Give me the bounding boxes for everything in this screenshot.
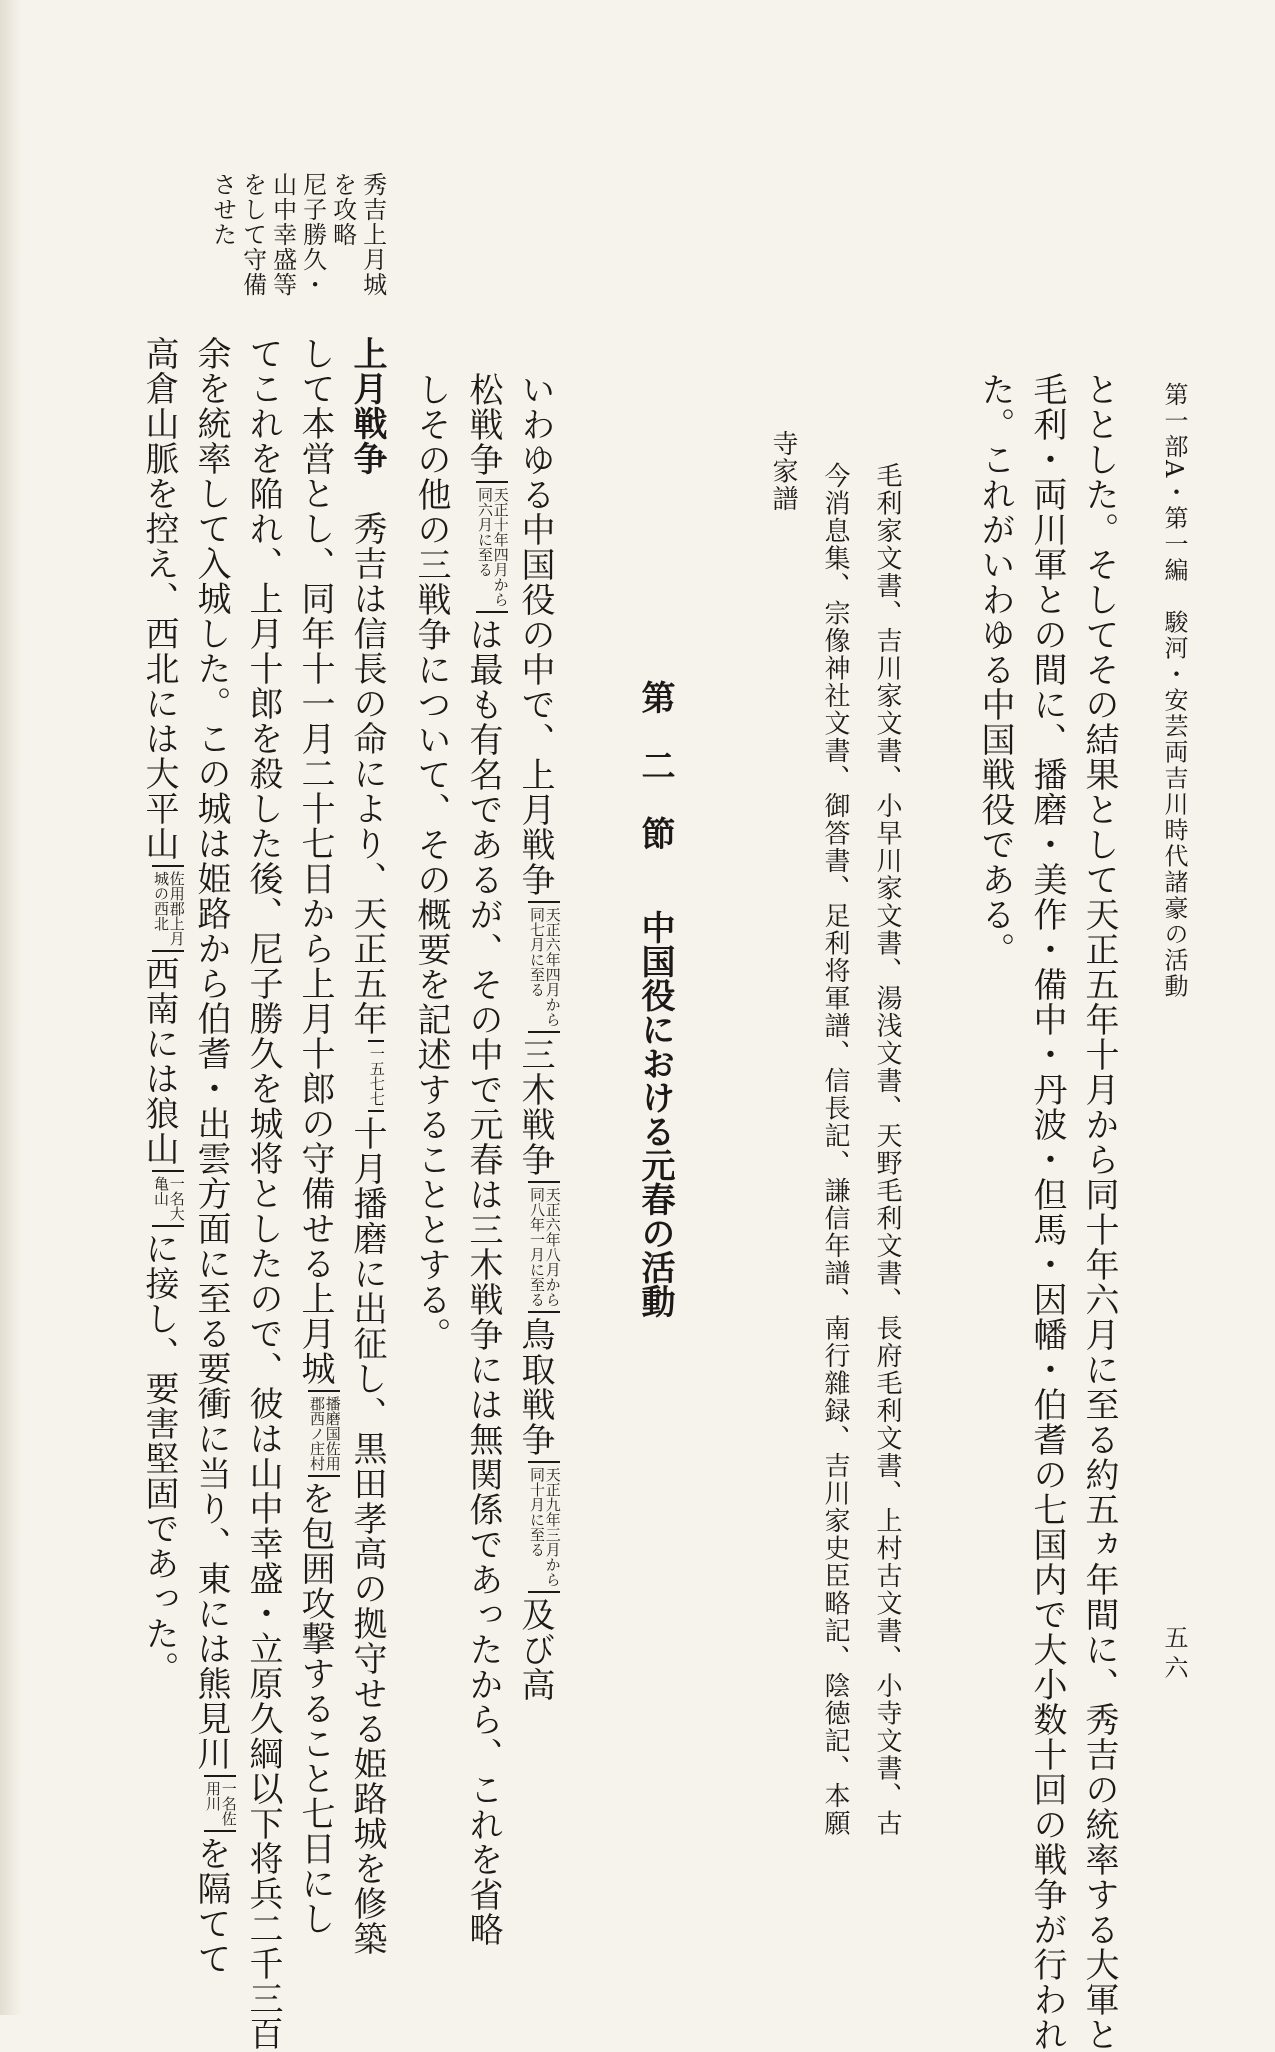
text-run: 西南には狼山 bbox=[139, 956, 179, 1166]
year-note: 一五七七 bbox=[368, 1040, 384, 1112]
paragraph-3-line-2 bbox=[295, 336, 342, 1936]
margin-note-line: をして守備 bbox=[238, 172, 267, 297]
page-binding-edge bbox=[0, 0, 22, 2015]
paragraph-1-line-2: 毛利・両川軍との間に、播磨・美作・備中・丹波・但馬・因幡・伯耆の七国内で大小数十回の戦争が行われ bbox=[1027, 372, 1067, 2052]
text-run: して本営とし、同年十一月二十七日から上月十郎の守備せる上月城 bbox=[295, 336, 335, 1386]
section-title: 中国役における元春の活動 bbox=[635, 910, 675, 1318]
text-run: いわゆる中国役の中で、上月戦争 bbox=[515, 372, 555, 897]
text-run: を包囲攻撃すること七日にし bbox=[295, 1481, 335, 1936]
paragraph-3-line-5 bbox=[139, 336, 186, 1686]
text-run: 余を統率して入城した。この城は姫路から伯耆・出雲方面に至る要衝に当り、東には熊見川 bbox=[191, 336, 231, 1771]
margin-note-line: 山中幸盛等 bbox=[268, 172, 297, 297]
section-number: 第 二 節 bbox=[635, 680, 675, 850]
sources-line-1: 毛利家文書、吉川家文書、小早川家文書、湯浅文書、天野毛利文書、長府毛利文書、上村古文書、小寺文書、古 bbox=[872, 462, 902, 1837]
text-run: 高倉山脈を控え、西北には大平山 bbox=[139, 336, 179, 861]
margin-note-line: 尼子勝久・ bbox=[298, 172, 327, 297]
margin-note-line: を攻略 bbox=[328, 172, 357, 247]
sources-line-3: 寺家譜 bbox=[768, 430, 798, 513]
margin-note-line: 秀吉上月城 bbox=[358, 172, 387, 297]
subsection-heading: 上月戦争 bbox=[347, 336, 387, 476]
text-run: 三木戦争 bbox=[515, 1037, 555, 1177]
place-note: 一名大 亀山 bbox=[152, 1170, 184, 1227]
date-note: 天正十年四月から 同六月に至る bbox=[476, 481, 508, 613]
paragraph-1-line-1: ととした。そしてその結果として天正五年十月から同十年六月に至る約五ヵ年間に、秀吉の統率する大軍と bbox=[1079, 372, 1119, 2052]
paragraph-2-line-2 bbox=[463, 372, 510, 1947]
margin-note-line: させた bbox=[208, 172, 237, 247]
text-run: 十月播磨に出征し、黒田孝高の拠守せる姫路城を修築 bbox=[347, 1116, 387, 1956]
running-header: 第一部A・第一編 駿河・安芸両吉川時代諸豪の活動 bbox=[1160, 382, 1188, 1000]
text-run: 鳥取戦争 bbox=[515, 1317, 555, 1457]
date-note: 天正六年八月から 同八年一月に至る bbox=[528, 1181, 560, 1313]
paragraph-1-line-3: た。これがいわゆる中国戦役である。 bbox=[975, 372, 1015, 967]
paragraph-2-line-3: しその他の三戦争について、その概要を記述することとする。 bbox=[411, 372, 451, 1352]
text-run: 松戦争 bbox=[463, 372, 503, 477]
section-heading bbox=[635, 680, 675, 1318]
place-note: 佐用郡上月 城の西北 bbox=[152, 865, 184, 952]
text-run: は最も有名であるが、その中で元春は三木戦争には無関係であったから、これを省略 bbox=[463, 617, 503, 1947]
text-run: に接し、要害堅固であった。 bbox=[139, 1231, 179, 1686]
paragraph-3-line-3: てこれを陥れ、上月十郎を殺した後、尼子勝久を城将としたので、彼は山中幸盛・立原久綱以下将兵二千三百 bbox=[243, 336, 283, 2051]
paragraph-3-line-1 bbox=[347, 336, 387, 1956]
text-run: 秀吉は信長の命により、天正五年 bbox=[347, 511, 387, 1036]
text-run: を隔てて bbox=[191, 1836, 231, 1976]
date-note: 天正九年三月から 同十月に至る bbox=[528, 1461, 560, 1593]
sources-line-2: 今消息集、宗像神社文書、御答書、足利将軍譜、信長記、謙信年譜、南行雜録、吉川家史臣略記、陰徳記、本願 bbox=[820, 462, 850, 1837]
text-run: 及び高 bbox=[515, 1597, 555, 1702]
place-note: 播磨国佐用 郡西ノ庄村 bbox=[308, 1390, 340, 1477]
page-number: 五六 bbox=[1160, 1625, 1188, 1685]
paragraph-3-line-4 bbox=[191, 336, 238, 1976]
place-note: 一名佐 用川 bbox=[204, 1775, 236, 1832]
paragraph-2-line-1 bbox=[515, 372, 562, 1702]
date-note: 天正六年四月から 同七月に至る bbox=[528, 901, 560, 1033]
